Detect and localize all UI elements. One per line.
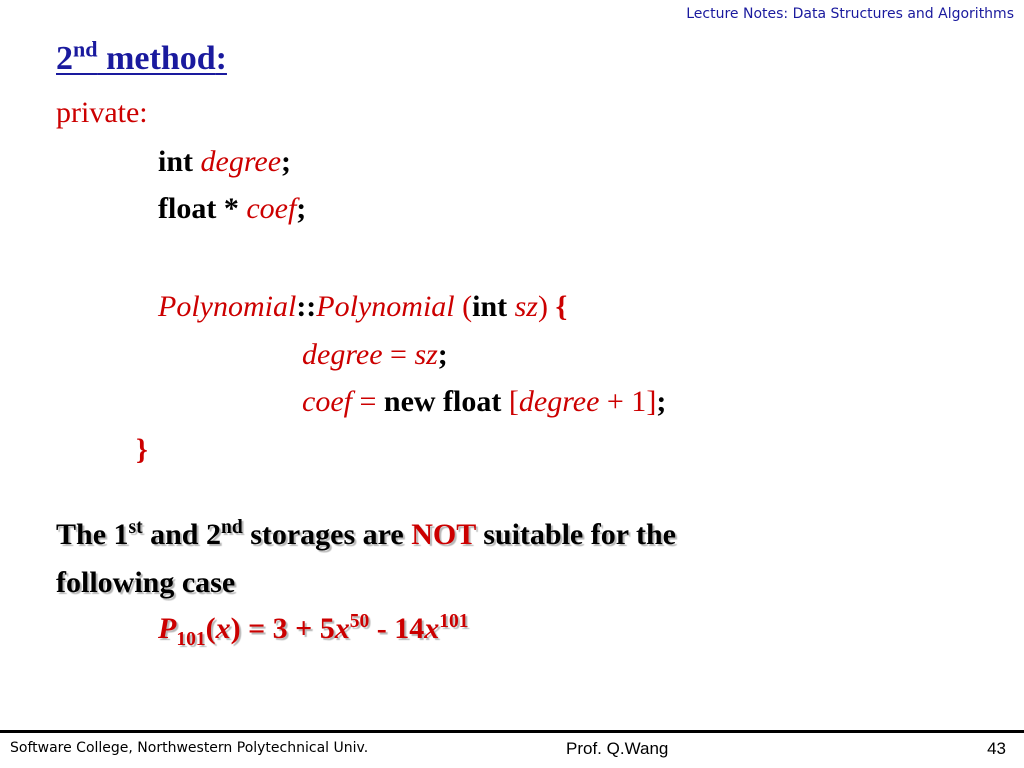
- storage-statement-line2: following case: [56, 566, 236, 599]
- footer-divider: [0, 730, 1024, 733]
- footer-author: Prof. Q.Wang: [566, 739, 669, 758]
- polynomial-formula: $P_{101}(x) = 3 + 5x^{50} - 14x^{101}$: [158, 611, 469, 650]
- slide-title: 2nd method:: [56, 36, 227, 77]
- code-line-assign-degree: degree = sz;: [302, 338, 448, 371]
- not-emphasis: NOT: [411, 518, 476, 551]
- code-close-brace: }: [136, 433, 148, 466]
- page-number: 43: [987, 739, 1006, 758]
- code-private: private:: [56, 96, 148, 129]
- storage-statement: The 1st and 2nd storages are NOT suitable for the: [56, 517, 676, 551]
- course-title: Lecture Notes: Data Structures and Algorithms: [686, 6, 1014, 22]
- course-header: [686, 6, 1014, 22]
- footer-institution: Software College, Northwestern Polytechnical Univ.: [10, 740, 369, 756]
- code-line-degree: int degree;: [158, 145, 292, 178]
- code-line-assign-coef: coef = new float [degree + 1];: [302, 385, 667, 418]
- code-line-constructor: Polynomial::Polynomial (int sz) {: [158, 290, 568, 323]
- code-line-coef: float * coef;: [158, 192, 307, 225]
